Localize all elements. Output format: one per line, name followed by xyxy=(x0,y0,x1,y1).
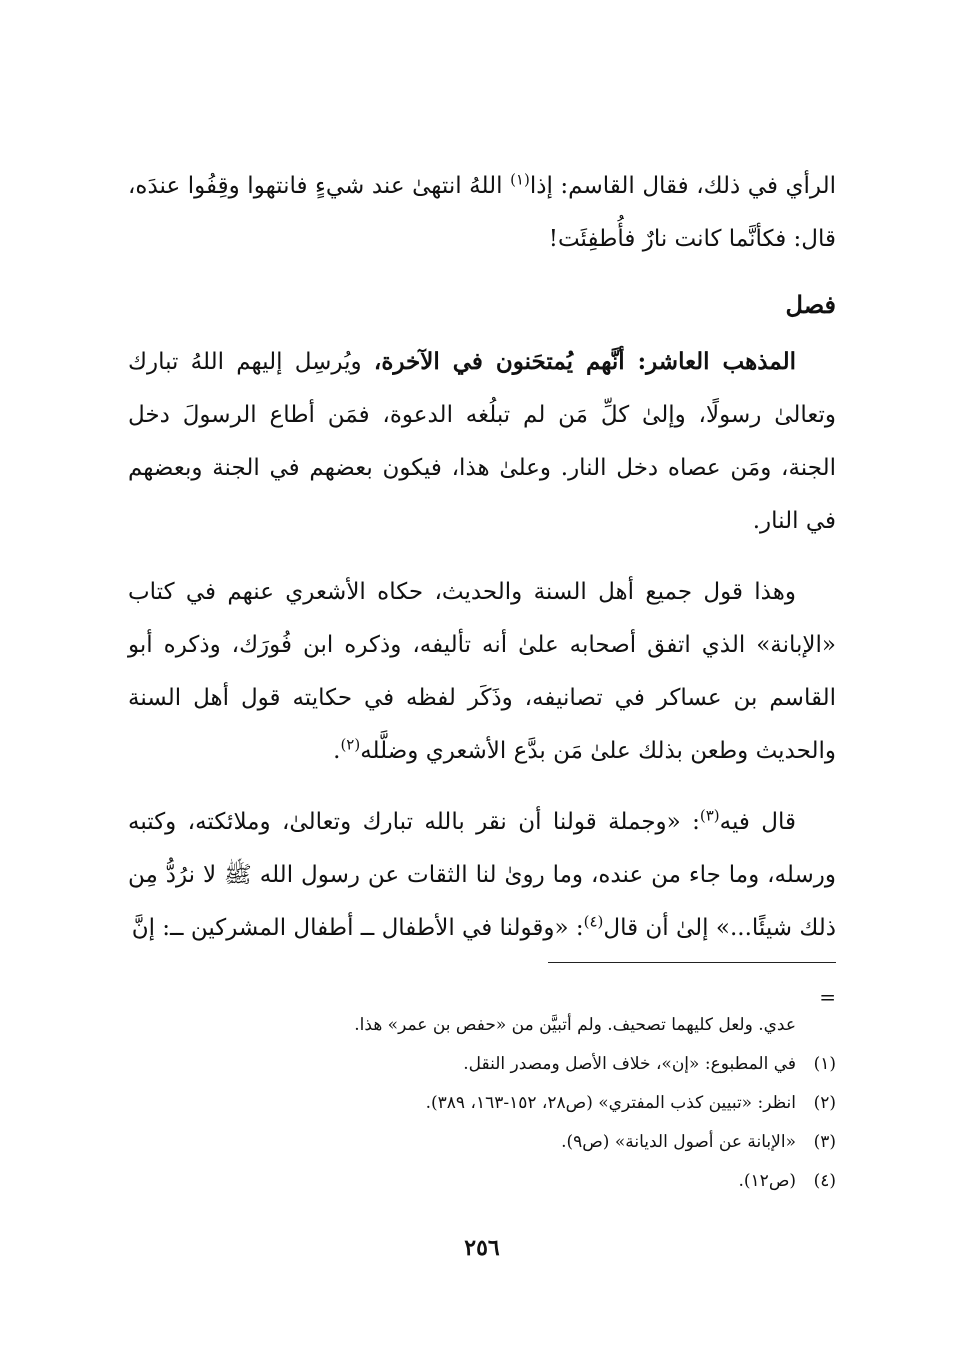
footnote-4 xyxy=(128,1162,836,1201)
para1-text-2: اللهُ انتهىٰ عند شيءٍ فانتهوا وقِفُوا عندَه، قال: فكأنَّما كانت نارٌ فأُطفِئَت! xyxy=(128,173,836,252)
page-number: ٢٥٦ xyxy=(464,1235,500,1261)
doctrine-title: المذهب العاشر: أنَّهم يُمتحَنون في الآخرة، xyxy=(373,348,796,375)
main-text xyxy=(128,160,836,955)
footnote-text: في المطبوع: «إن»، خلاف الأصل ومصدر النقل. xyxy=(463,1054,796,1074)
footnote-3 xyxy=(128,1123,836,1162)
footnotes xyxy=(128,978,836,1201)
footnote-2 xyxy=(128,1084,836,1123)
footnote-ref-2[interactable]: (٢) xyxy=(340,735,361,754)
footnote-text: انظر: «تبيين كذب المفتري» (ص٢٨، ١٥٢-١٦٣، ٣٨٩). xyxy=(425,1093,796,1113)
footnote-number: (٤) xyxy=(813,1171,836,1191)
footnote-ref-1[interactable]: (١) xyxy=(510,170,530,189)
footnote-continuation-mark: = xyxy=(819,985,836,1009)
para4-text-3: : «وقولنا في الأطفال ــ أطفال المشركين ــ: إنَّ xyxy=(131,915,584,941)
footnote-text: «الإبانة عن أصول الديانة» (ص٩). xyxy=(561,1132,796,1152)
footnote-number: (٢) xyxy=(813,1093,836,1113)
paragraph-ahl-sunna xyxy=(128,566,836,778)
paragraph-tenth-doctrine xyxy=(128,335,836,548)
footnote-number: (٣) xyxy=(813,1132,836,1152)
para3-text-1: وهذا قول جميع أهل السنة والحديث، حكاه الأشعري عنهم في كتاب «الإبانة» الذي اتفق أصحابه علىٰ أنه تأليفه، وذكره ابن فُورَك، وذكره أبو القاسم بن عساكر في تصانيفه، وذَكَر لفظه في حكايته قول أهل السنة والحديث وطعن بذلك علىٰ مَن بدَّع الأشعري وضلَّله xyxy=(128,579,836,764)
footnote-1 xyxy=(128,1045,836,1084)
footnote-continuation: عدي. ولعل كليهما تصحيف. ولم أتبيَّن من «حفص بن عمر» هذا. xyxy=(354,1015,796,1035)
para4-text-1: قال فيه xyxy=(719,809,796,835)
footnote-number: (١) xyxy=(813,1054,836,1074)
footnote-text: (ص١٢). xyxy=(738,1171,796,1191)
footnote-separator xyxy=(548,962,836,963)
para3-text-2: . xyxy=(333,738,341,764)
paragraph-ibana-quote xyxy=(128,796,836,955)
section-heading: فصل xyxy=(785,290,836,319)
footnote-ref-4[interactable]: (٤) xyxy=(583,912,604,931)
para1-text-1: الرأي في ذلك، فقال القاسم: إذا xyxy=(529,173,836,199)
para2-text: ويُرسِل إليهم اللهُ تبارك وتعالىٰ رسولًا، وإلىٰ كلِّ مَن لم تبلُغه الدعوة، فمَن أطاع الرسولَ دخل الجنة، ومَن عصاه دخل النار. وعلىٰ هذا، فيكون بعضهم في الجنة وبعضهم في النار. xyxy=(128,349,836,534)
paragraph-gap xyxy=(128,778,836,796)
footnote-ref-3[interactable]: (٣) xyxy=(699,806,720,825)
paragraph-continuation xyxy=(128,160,836,266)
paragraph-gap xyxy=(128,548,836,566)
para4-text-2: : «وجملة قولنا أن نقر بالله تبارك وتعالىٰ، وملائكته، وكتبه ورسله، وما جاء من عنده، وما روىٰ لنا الثقات عن رسول الله ﷺ لا نرُدُّ مِن ذلك شيئًا...» إلىٰ أن قال xyxy=(128,809,836,941)
